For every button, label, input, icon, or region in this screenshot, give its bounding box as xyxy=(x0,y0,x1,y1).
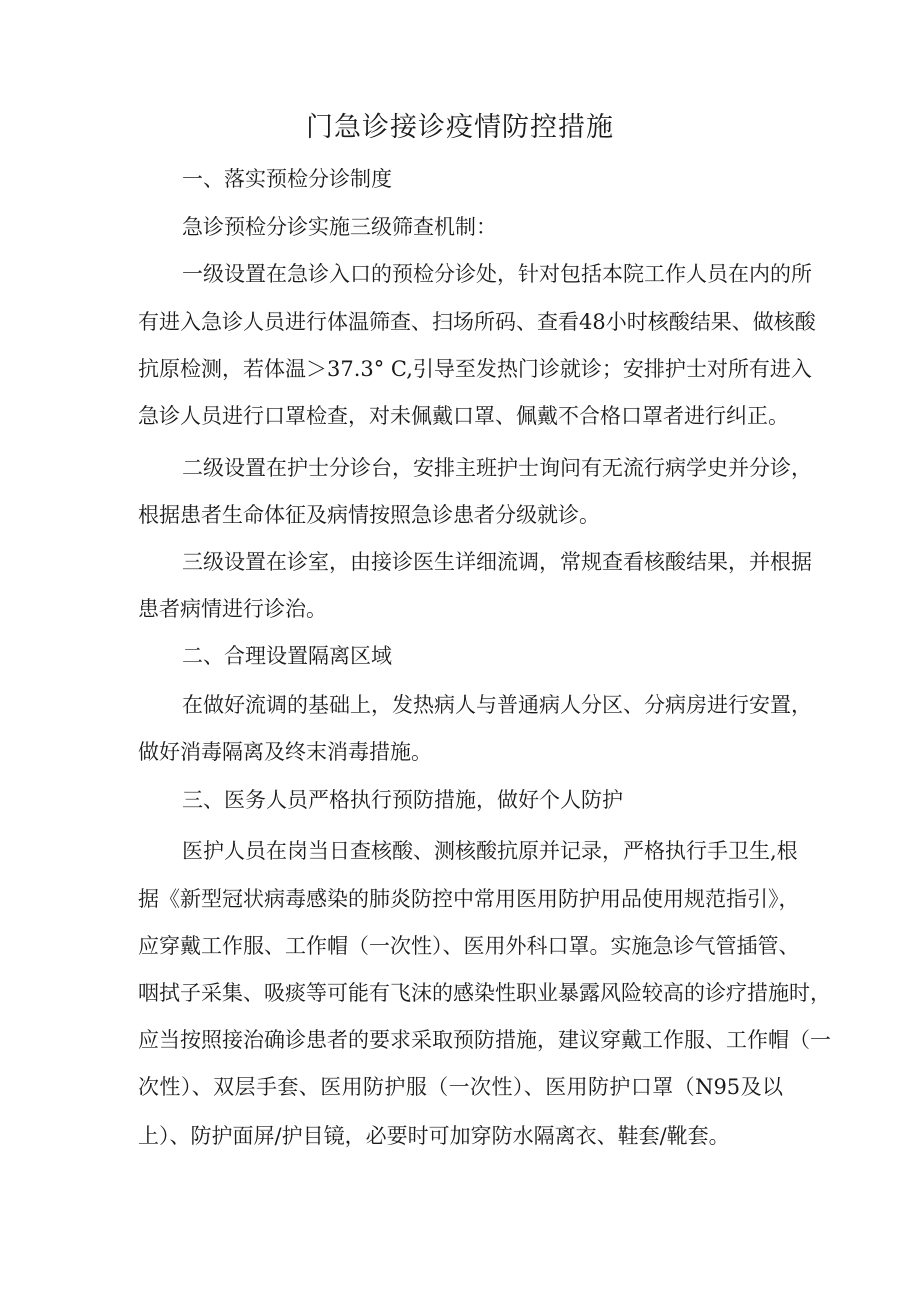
paragraph-line: 一级设置在急诊入口的预检分诊处，针对包括本院工作人员在内的所 xyxy=(182,262,812,286)
paragraph-line: 医护人员在岗当日查核酸、测核酸抗原并记录，严格执行手卫生,根 xyxy=(182,839,798,863)
paragraph-line: 急诊预检分诊实施三级筛查机制： xyxy=(182,215,497,239)
paragraph-line: 做好消毒隔离及终末消毒措施。 xyxy=(138,740,432,764)
paragraph-line: 上）、防护面屏/护目镜，必要时可加穿防水隔离衣、鞋套/靴套。 xyxy=(138,1124,730,1148)
paragraph-line: 应穿戴工作服、工作帽（一次性）、医用外科口罩。实施急诊气管插管、 xyxy=(138,934,800,958)
section-heading-1: 一、落实预检分诊制度 xyxy=(182,167,392,191)
paragraph-line: 二级设置在护士分诊台，安排主班护士询问有无流行病学史并分诊， xyxy=(182,456,812,480)
section-heading-3: 三、医务人员严格执行预防措施，做好个人防护 xyxy=(182,788,623,812)
paragraph-line: 抗原检测，若体温＞37.3° C,引导至发热门诊就诊；安排护士对所有进入 xyxy=(138,357,812,381)
paragraph-line: 咽拭子采集、吸痰等可能有飞沫的感染性职业暴露风险较高的诊疗措施时， xyxy=(138,981,831,1005)
paragraph-line: 三级设置在诊室，由接诊医生详细流调，常规查看核酸结果，并根据 xyxy=(182,550,812,574)
paragraph-line: 据《新型冠状病毒感染的肺炎防控中常用医用防护用品使用规范指引》， xyxy=(138,887,800,911)
paragraph-line: 应当按照接治确诊患者的要求采取预防措施，建议穿戴工作服、工作帽（一 xyxy=(138,1028,831,1052)
paragraph-line: 有进入急诊人员进行体温筛查、扫场所码、查看48小时核酸结果、做核酸 xyxy=(138,310,816,334)
paragraph-line: 根据患者生命体征及病情按照急诊患者分级就诊。 xyxy=(138,503,600,527)
paragraph-line: 次性）、双层手套、医用防护服（一次性）、医用防护口罩（N95及以 xyxy=(138,1075,783,1099)
section-heading-2: 二、合理设置隔离区域 xyxy=(182,644,392,668)
paragraph-line: 急诊人员进行口罩检查，对未佩戴口罩、佩戴不合格口罩者进行纠正。 xyxy=(138,404,789,428)
paragraph-line: 患者病情进行诊治。 xyxy=(138,597,327,621)
document-title: 门急诊接诊疫情防控措施 xyxy=(306,112,614,143)
paragraph-line: 在做好流调的基础上，发热病人与普通病人分区、分病房进行安置， xyxy=(182,693,812,717)
